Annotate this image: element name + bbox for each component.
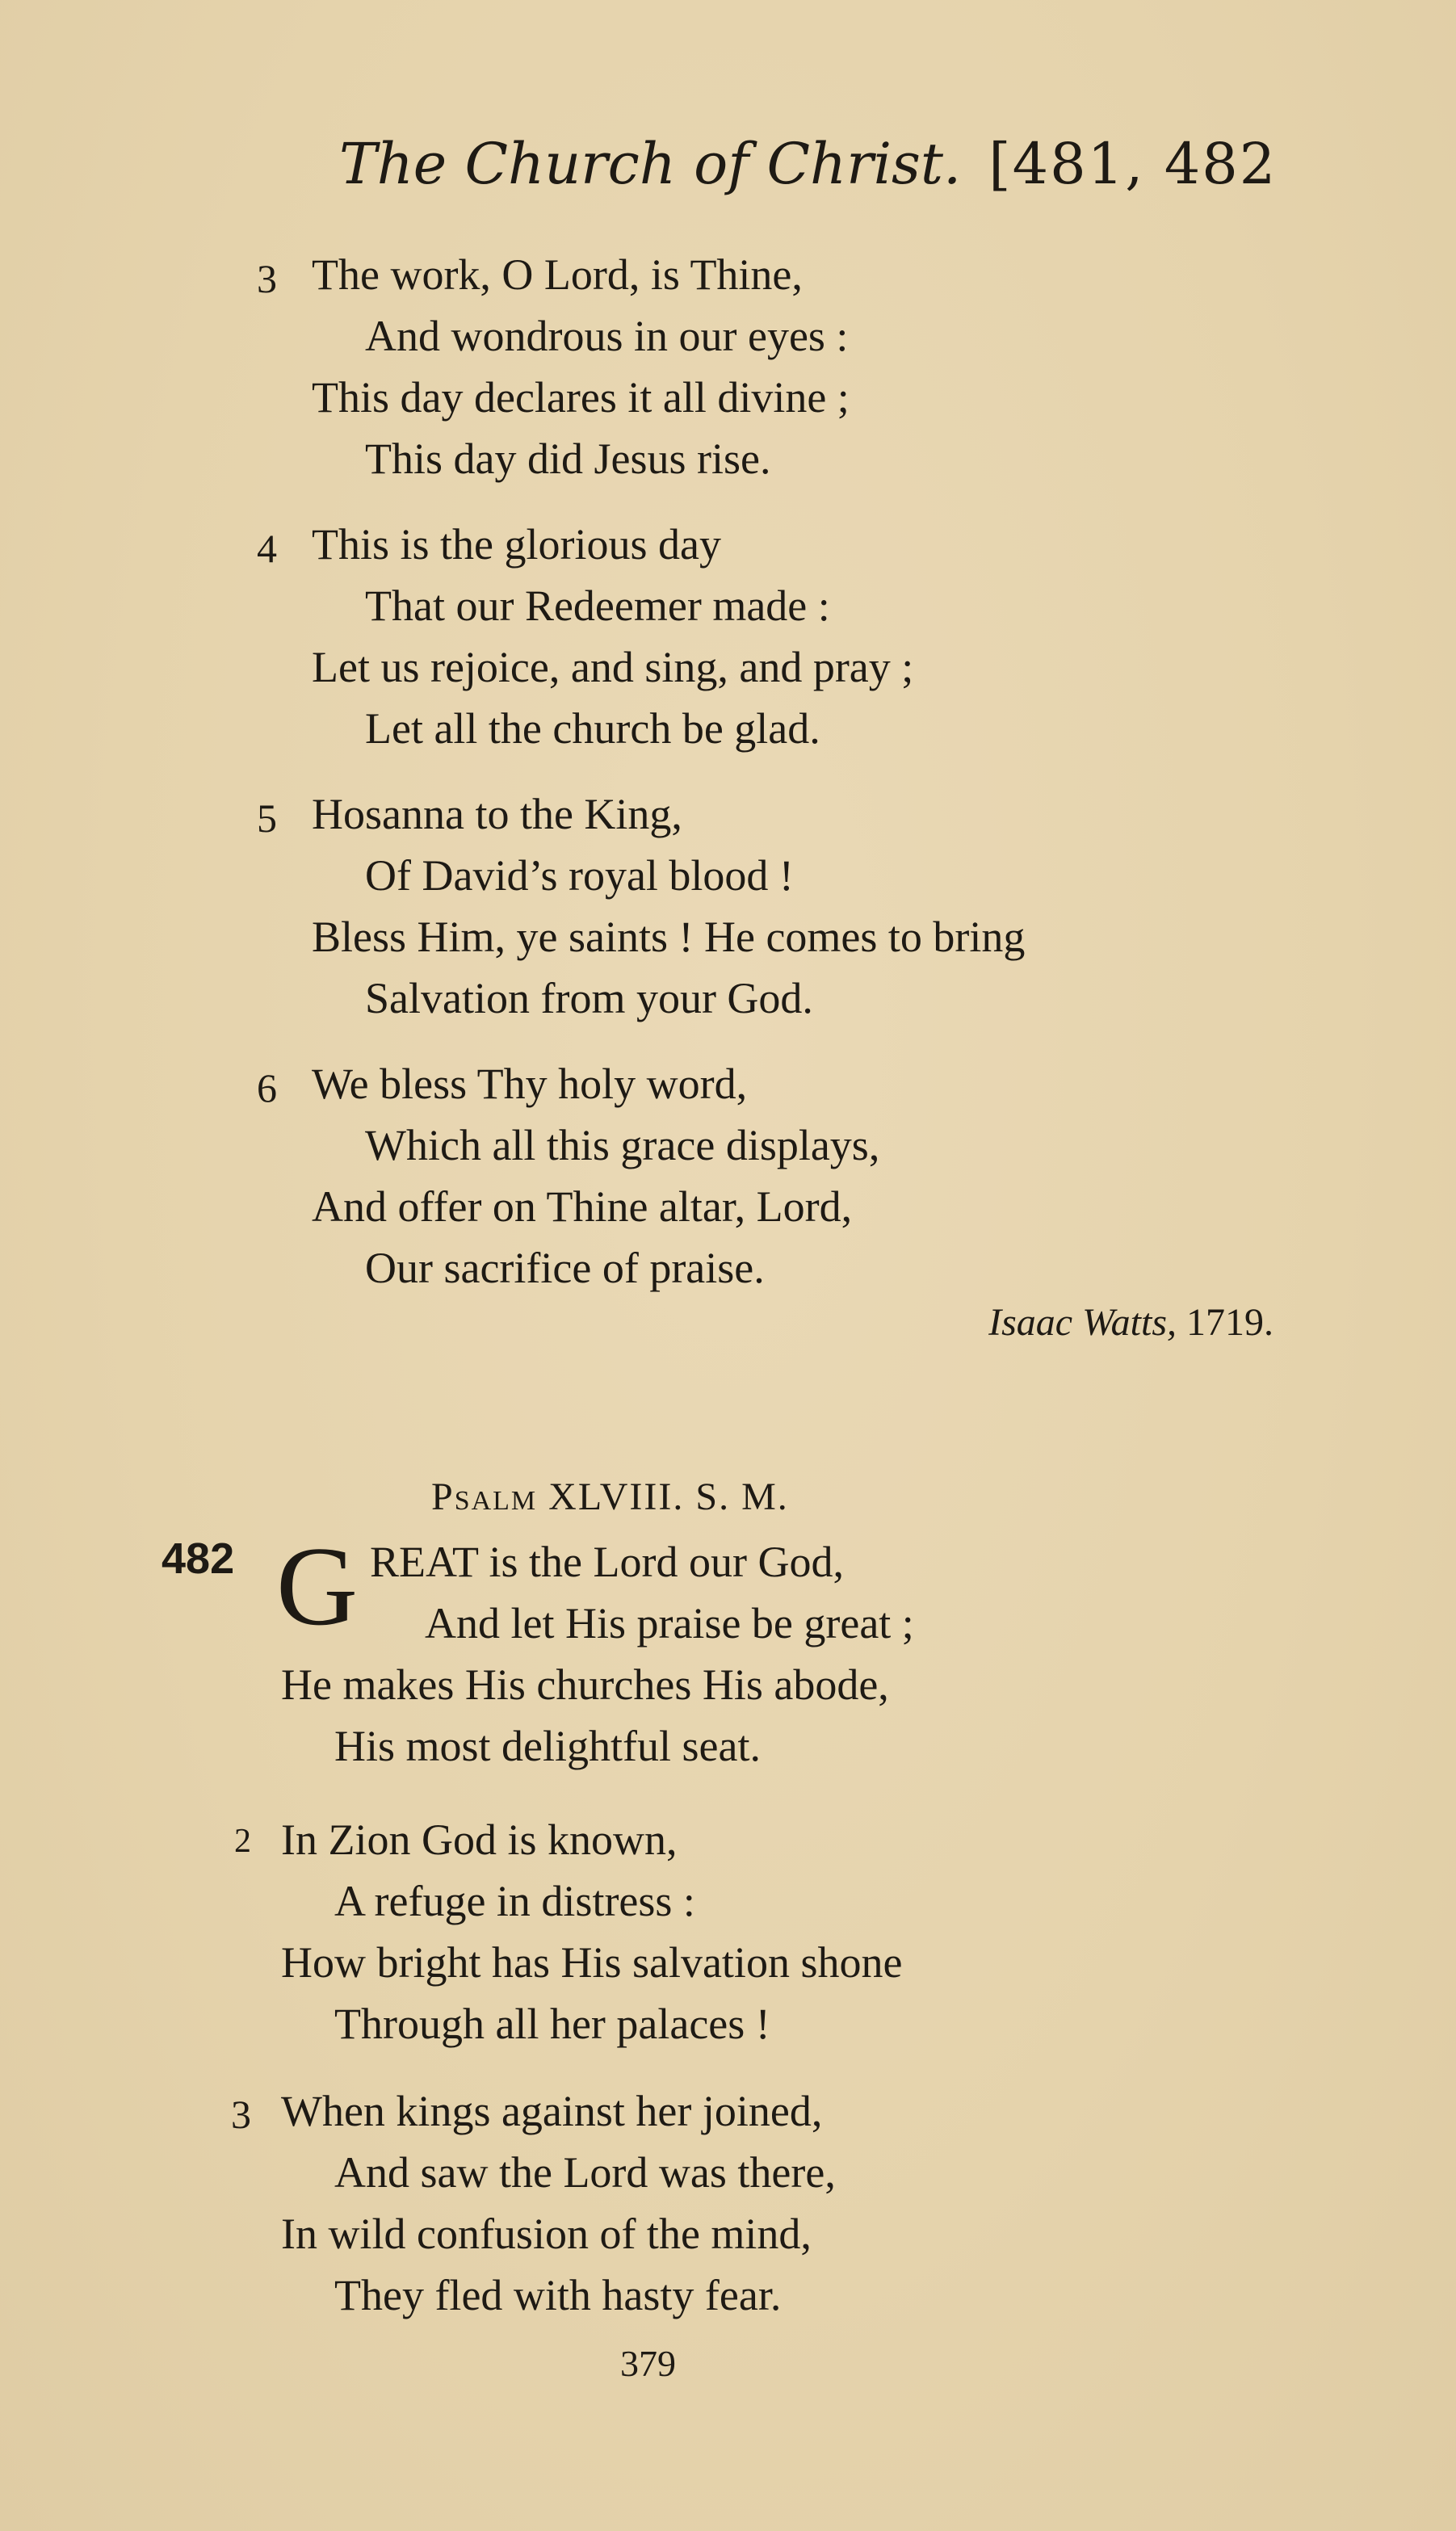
- verse-line: And offer on Thine altar, Lord,: [312, 1182, 853, 1231]
- verse-number: 2: [234, 1823, 251, 1860]
- attribution-author: Isaac Watts,: [988, 1301, 1177, 1344]
- verse-line: Bless Him, ye saints ! He comes to bring: [312, 913, 1026, 961]
- verse-line: Hosanna to the King,: [312, 790, 682, 838]
- verse-number: 5: [257, 795, 277, 841]
- verse-line: We bless Thy holy word,: [312, 1060, 748, 1108]
- hymn-number-482: 482: [162, 1534, 235, 1583]
- verse-line: Which all this grace displays,: [365, 1121, 880, 1169]
- verse-line: Through all her palaces !: [334, 2000, 770, 2048]
- verse-line: And wondrous in our eyes :: [365, 312, 849, 360]
- drop-cap: G: [276, 1524, 359, 1649]
- verse-line: Let all the church be glad.: [365, 704, 820, 753]
- verse-line: That our Redeemer made :: [365, 581, 830, 630]
- verse-number: 3: [257, 256, 277, 301]
- verse-line: His most delightful seat.: [334, 1722, 761, 1770]
- verse-line: A refuge in distress :: [334, 1877, 695, 1925]
- verse-line: Our sacrifice of praise.: [365, 1244, 765, 1292]
- psalm-heading: [431, 1475, 789, 1518]
- section-title: The Church of Christ.: [339, 131, 962, 197]
- verse-line: Let us rejoice, and sing, and pray ;: [312, 643, 914, 691]
- running-header: [339, 131, 1278, 197]
- verse-line: Of David’s royal blood !: [365, 851, 794, 900]
- attribution: [988, 1300, 1273, 1345]
- verse-line: REAT is the Lord our God,: [370, 1538, 844, 1586]
- verse-line: And saw the Lord was there,: [334, 2148, 836, 2197]
- attribution-year: 1719.: [1186, 1301, 1273, 1344]
- page-number: 379: [620, 2343, 676, 2384]
- verse-line: The work, O Lord, is Thine,: [312, 250, 803, 299]
- verse-number: 6: [257, 1065, 277, 1110]
- verse-line: This is the glorious day: [312, 520, 721, 569]
- verse-line: In wild confusion of the mind,: [281, 2210, 812, 2258]
- verse-line: And let His praise be great ;: [425, 1599, 914, 1647]
- psalm-heading-prefix: Psalm: [431, 1475, 538, 1518]
- hymn-range: [481, 482: [988, 131, 1278, 197]
- verse-line: They fled with hasty fear.: [334, 2271, 782, 2319]
- verse-line: This day did Jesus rise.: [365, 434, 771, 483]
- verse-line: He makes His churches His abode,: [281, 1660, 889, 1709]
- verse-number: 3: [231, 2092, 251, 2137]
- verse-line: How bright has His salvation shone: [281, 1938, 903, 1987]
- verse-line: This day declares it all divine ;: [312, 373, 850, 422]
- verse-number: 4: [257, 526, 277, 571]
- verse-line: When kings against her joined,: [281, 2087, 823, 2135]
- verse-line: Salvation from your God.: [365, 974, 813, 1022]
- psalm-heading-meter: XLVIII. S. M.: [548, 1475, 789, 1518]
- verse-line: In Zion God is known,: [281, 1815, 678, 1864]
